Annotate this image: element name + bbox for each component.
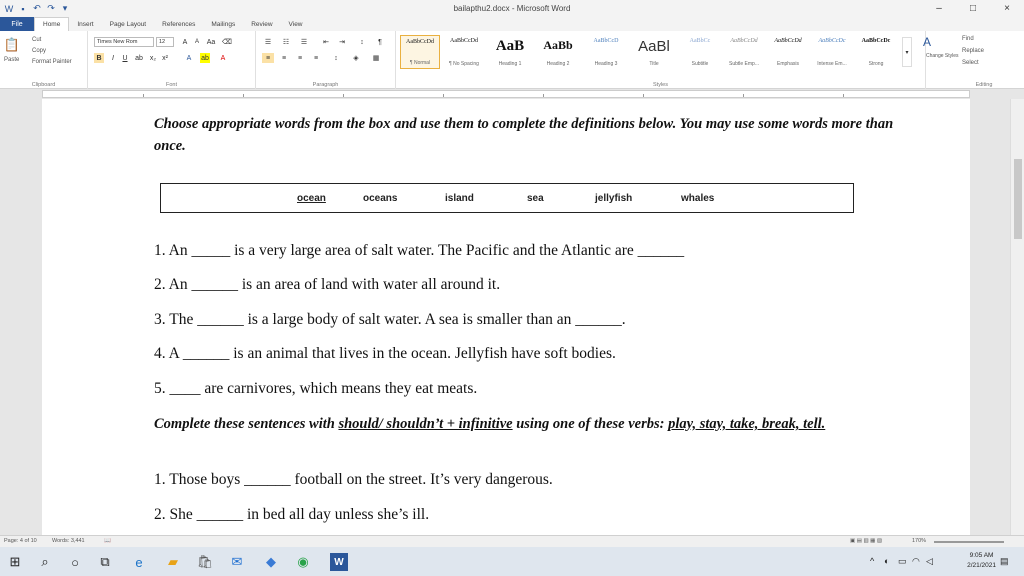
battery-icon[interactable]: ▭ <box>898 556 907 566</box>
find-button[interactable]: Find <box>962 36 974 42</box>
underline-icon[interactable]: U <box>122 54 128 62</box>
paste-button[interactable]: Paste <box>4 57 20 63</box>
taskbar <box>0 547 1024 576</box>
style-strong[interactable]: AaBbCcDc Strong <box>861 38 891 67</box>
word-oceans: oceans <box>363 193 398 204</box>
undo-icon[interactable]: ↶ <box>33 3 41 13</box>
word-island: island <box>445 193 474 204</box>
copy-button[interactable]: Copy <box>32 48 47 54</box>
word-ocean: ocean <box>297 193 326 204</box>
clear-format-icon[interactable]: ⌫ <box>222 39 232 46</box>
app-icon[interactable]: ◆ <box>266 554 276 569</box>
store-icon[interactable]: 🛍 <box>196 554 214 569</box>
tray-chevron-icon[interactable]: ^ <box>870 556 875 566</box>
word-box <box>160 183 854 213</box>
sentence-5: 5. ____ are carnivores, which means they eat meats. <box>154 380 478 397</box>
cortana-icon[interactable]: ○ <box>71 554 79 570</box>
proofing-icon[interactable]: 📖 <box>104 538 111 544</box>
zoom-slider[interactable] <box>934 541 1004 543</box>
word-taskbar-icon[interactable]: W <box>330 553 348 571</box>
sentence-3: 3. The ______ is a large body of salt water. A sea is smaller than an ______. <box>154 311 626 328</box>
align-left-icon[interactable]: ≡ <box>262 53 274 63</box>
view-buttons-icon[interactable]: ▣ ▤ ▥ ▦ ▧ <box>850 538 883 544</box>
instruction-1: Choose appropriate words from the box and use them to complete the definitions below. You may use some words more than once. <box>154 116 894 154</box>
tab-view[interactable]: View <box>288 20 303 28</box>
editing-label: Editing <box>975 82 993 88</box>
ruler-tick <box>443 94 444 97</box>
close-button[interactable]: × <box>1004 3 1010 14</box>
zoom-level[interactable]: 170% <box>912 538 927 544</box>
wifi-icon[interactable]: ◠ <box>912 556 920 566</box>
change-styles-button[interactable]: Change Styles <box>926 53 959 59</box>
font-name-select[interactable]: Times New Rom <box>94 37 154 47</box>
format-painter-button[interactable]: Format Painter <box>32 59 72 65</box>
strikethrough-icon[interactable]: ab <box>135 54 143 62</box>
multilevel-icon[interactable]: ☰ <box>300 39 308 46</box>
shrink-font-icon[interactable]: A <box>194 39 199 45</box>
instruction-2-verbs: play, stay, take, break, tell. <box>668 416 826 432</box>
styles-label: Styles <box>653 82 668 88</box>
grow-font-icon[interactable]: A <box>182 38 188 46</box>
clipboard-label: Clipboard <box>31 82 56 88</box>
tab-references[interactable]: References <box>162 20 196 28</box>
cut-button[interactable]: Cut <box>32 37 42 43</box>
tab-file[interactable]: File <box>0 17 34 31</box>
highlight-icon[interactable]: ab <box>201 54 209 62</box>
select-button[interactable]: Select <box>962 60 979 66</box>
clipboard-group <box>0 31 88 89</box>
style-intense-emphasis[interactable]: AaBbCcDc Intense Em... <box>817 38 847 67</box>
sentence-4: 4. A ______ is an animal that lives in the ocean. Jellyfish have soft bodies. <box>154 345 616 362</box>
bold-icon[interactable]: B <box>94 53 104 63</box>
window-title: bailapthu2.docx - Microsoft Word <box>453 4 571 13</box>
word-whales: whales <box>681 193 715 204</box>
increase-indent-icon[interactable]: ⇥ <box>339 39 345 46</box>
quick-access-toolbar <box>0 4 70 14</box>
notifications-icon[interactable]: ▤ <box>1000 556 1009 566</box>
ruler-strip[interactable] <box>42 90 970 98</box>
tab-review[interactable]: Review <box>251 20 273 28</box>
styles-scroll-icon[interactable]: ▾ <box>902 37 912 67</box>
font-color-icon[interactable]: A <box>220 54 226 62</box>
tab-mailings[interactable]: Mailings <box>211 20 236 28</box>
system-clock[interactable]: 9:05 AM 2/21/2021 <box>967 552 996 569</box>
styles-group <box>396 31 931 89</box>
instruction-2: Complete these sentences with should/ shouldn’t + infinitive using one of these verbs: play, stay, take, break, tell. <box>154 416 826 432</box>
line-spacing-icon[interactable]: ↕ <box>334 54 338 62</box>
ruler-tick <box>343 94 344 97</box>
ruler-tick <box>143 94 144 97</box>
decrease-indent-icon[interactable]: ⇤ <box>323 39 329 46</box>
customize-icon[interactable]: ▾ <box>62 3 68 13</box>
style-normal[interactable]: AaBbCcDd ¶ Normal <box>400 35 440 69</box>
chrome-icon[interactable]: ◉ <box>297 554 309 569</box>
maximize-button[interactable]: □ <box>969 3 977 14</box>
word-jellyfish: jellyfish <box>595 193 633 204</box>
scroll-thumb[interactable] <box>1014 159 1022 239</box>
replace-button[interactable]: Replace <box>962 48 985 54</box>
ruler-tick <box>743 94 744 97</box>
ruler-tick <box>843 94 844 97</box>
sentence2-2: 2. She ______ in bed all day unless she’s ill. <box>154 506 430 523</box>
volume-icon[interactable]: ◁ <box>926 556 933 566</box>
font-size-select[interactable]: 12 <box>156 37 174 47</box>
file-explorer-icon[interactable]: ▰ <box>168 554 178 569</box>
numbering-icon[interactable]: ☷ <box>282 39 290 46</box>
word-sea: sea <box>527 193 544 204</box>
word-count[interactable]: Words: 3,441 <box>52 538 85 544</box>
status-bar <box>0 535 1024 547</box>
save-icon[interactable]: ▪ <box>21 3 25 14</box>
edge-icon[interactable]: e <box>135 554 143 570</box>
paragraph-group <box>256 31 396 89</box>
mail-icon[interactable]: ✉ <box>231 554 243 569</box>
pilcrow-icon[interactable]: ¶ <box>378 38 382 46</box>
shading-icon[interactable]: ◈ <box>353 55 359 62</box>
tab-insert[interactable]: Insert <box>77 20 94 28</box>
justify-icon[interactable]: ≡ <box>313 54 319 62</box>
word-logo-icon[interactable]: W <box>4 3 14 14</box>
style-emphasis[interactable]: AaBbCcDd Emphasis <box>774 38 802 67</box>
vertical-scrollbar[interactable] <box>1010 99 1024 535</box>
editing-group <box>958 31 1010 89</box>
instruction-2-structure: should/ shouldn’t + infinitive <box>338 416 513 432</box>
align-center-icon[interactable]: ≡ <box>281 54 287 62</box>
ruler-tick <box>243 94 244 97</box>
ribbon <box>0 31 1024 89</box>
font-group <box>88 31 256 89</box>
sentence-1: 1. An _____ is a very large area of salt water. The Pacific and the Atlantic are ______ <box>154 242 685 259</box>
change-case-icon[interactable]: Aa <box>206 38 216 46</box>
style-no-spacing[interactable]: AaBbCcDd ¶ No Spacing <box>449 38 479 67</box>
ruler-tick <box>643 94 644 97</box>
redo-icon[interactable]: ↷ <box>47 3 55 13</box>
sentence-2: 2. An ______ is an area of land with water all around it. <box>154 276 501 293</box>
paragraph-label: Paragraph <box>312 82 339 88</box>
horizontal-ruler <box>0 89 1024 99</box>
style-heading-2[interactable]: AaBb Heading 2 <box>543 38 573 67</box>
text-effects-icon[interactable]: A <box>186 54 192 62</box>
style-heading-1[interactable]: AaB Heading 1 <box>495 38 525 67</box>
sentence2-1: 1. Those boys ______ football on the street. It’s very dangerous. <box>154 471 553 488</box>
task-view-icon[interactable]: ⧉ <box>100 554 110 569</box>
borders-icon[interactable]: ▦ <box>372 55 380 62</box>
italic-icon[interactable]: I <box>112 54 114 62</box>
bullets-icon[interactable]: ☰ <box>264 39 272 46</box>
title-bar <box>0 0 1024 17</box>
style-subtitle[interactable]: AaBbCc Subtitle <box>689 38 711 67</box>
page-count[interactable]: Page: 4 of 10 <box>4 538 37 544</box>
document-area <box>0 99 1024 535</box>
document-page[interactable] <box>42 99 970 535</box>
style-heading-3[interactable]: AaBbCcD Heading 3 <box>593 38 619 67</box>
search-icon[interactable]: ⌕ <box>41 554 49 569</box>
tab-page-layout[interactable]: Page Layout <box>109 20 147 28</box>
ribbon-tabs <box>0 17 1024 31</box>
align-right-icon[interactable]: ≡ <box>297 54 303 62</box>
subscript-icon[interactable]: x₂ <box>149 54 157 62</box>
style-subtle-emphasis[interactable]: AaBbCcDd Subtle Emp... <box>728 38 759 67</box>
font-label: Font <box>165 82 177 88</box>
ruler-tick <box>543 94 544 97</box>
change-styles-icon[interactable]: A <box>922 35 931 49</box>
superscript-icon[interactable]: x² <box>162 54 168 62</box>
style-title[interactable]: AaBl Title <box>638 38 670 67</box>
tab-home[interactable]: Home <box>34 17 69 31</box>
sort-icon[interactable]: ↕ <box>360 38 364 46</box>
paste-icon[interactable]: 📋 <box>3 37 21 52</box>
network-icon[interactable]: ◐ <box>884 556 890 566</box>
start-icon[interactable]: ⊞ <box>9 554 21 569</box>
minimize-button[interactable]: – <box>936 3 942 14</box>
